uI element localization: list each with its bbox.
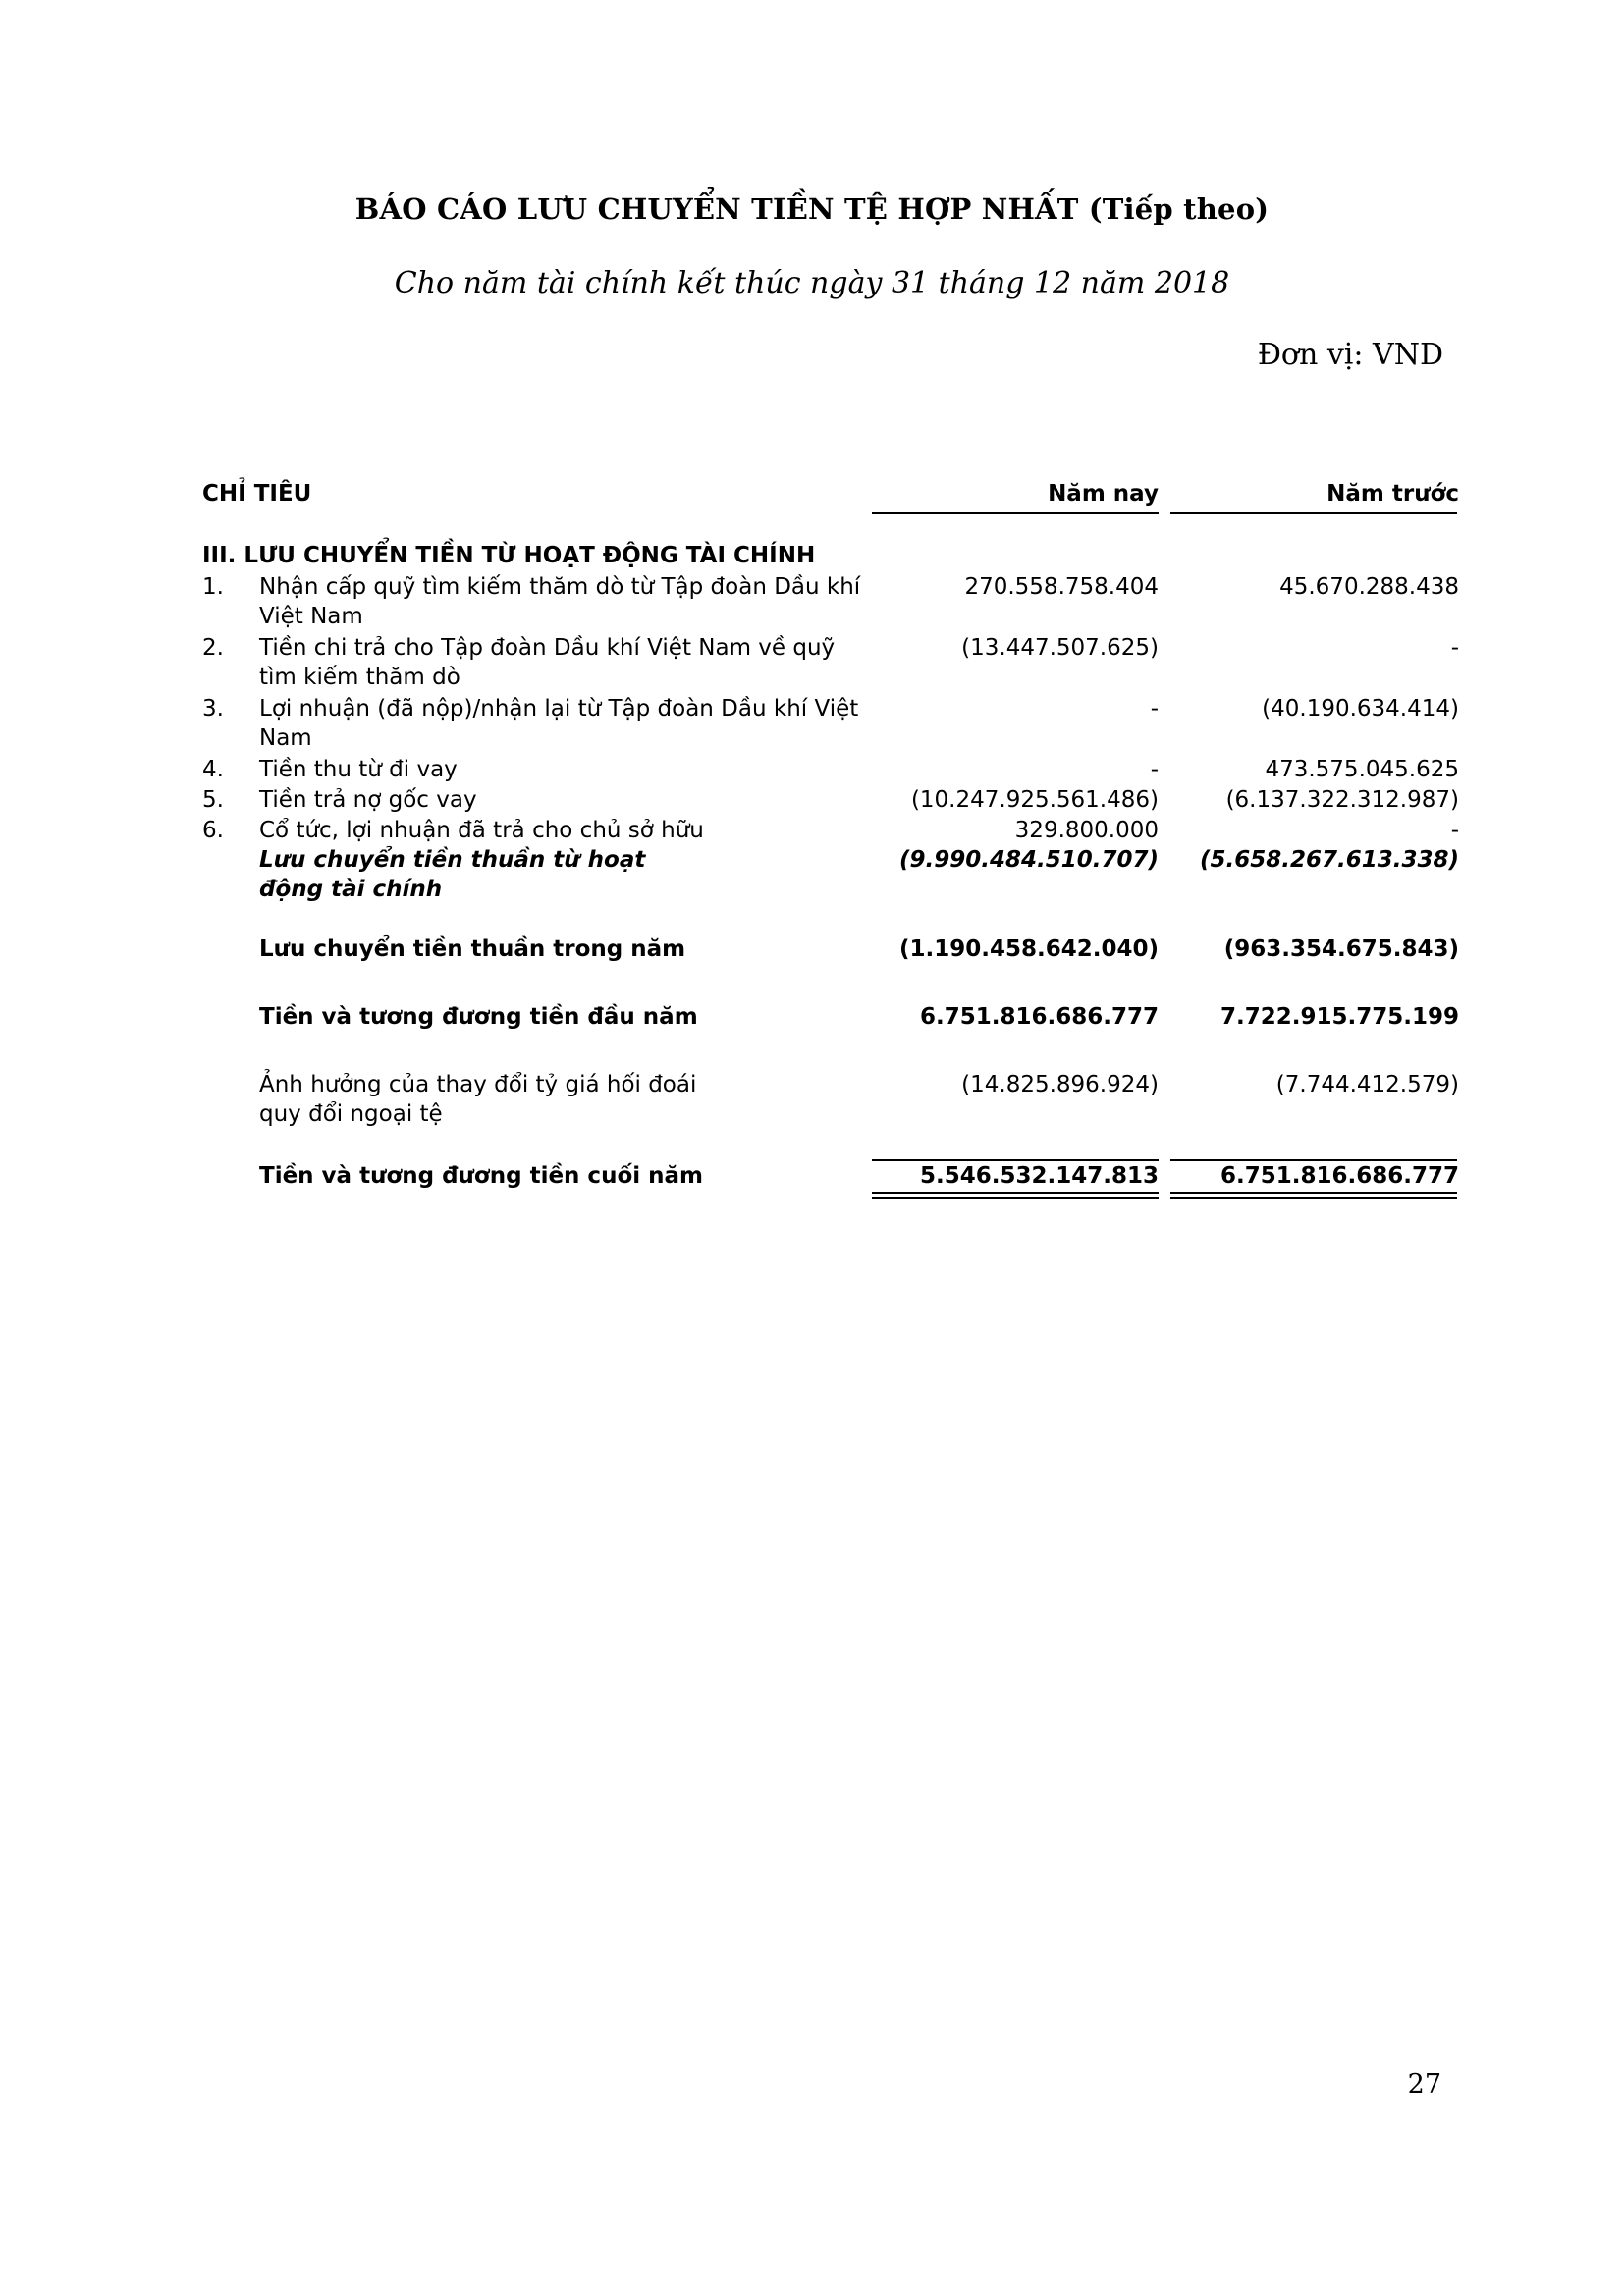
header-underline-previous	[1170, 512, 1457, 514]
row-value-current: (10.247.925.561.486)	[910, 787, 1159, 813]
report-title: BÁO CÁO LƯU CHUYỂN TIỀN TỆ HỢP NHẤT (Tiếp theo)	[354, 192, 1270, 226]
row-value-current: -	[1150, 696, 1159, 721]
row-label: Tiền chi trả cho Tập đoàn Dầu khí Việt Nam về quỹ tìm kiếm thăm dò	[259, 635, 836, 690]
row-value-current: -	[1150, 757, 1159, 782]
closing-balance-value-current: 5.546.532.147.813	[920, 1163, 1159, 1189]
row-label: Tiền trả nợ gốc vay	[259, 787, 477, 813]
row-label: Tiền thu từ đi vay	[259, 757, 458, 782]
column-header-previous-year: Năm trước	[1326, 481, 1459, 507]
row-label: Cổ tức, lợi nhuận đã trả cho chủ sở hữu	[259, 818, 704, 843]
opening-balance-label: Tiền và tương đương tiền đầu năm	[259, 1004, 698, 1030]
closing-balance-label: Tiền và tương đương tiền cuối năm	[259, 1163, 703, 1189]
opening-balance-value-current: 6.751.816.686.777	[920, 1004, 1159, 1030]
row-number: 6.	[202, 818, 224, 843]
row-value-previous: -	[1450, 818, 1459, 843]
row-number: 1.	[202, 574, 224, 600]
header-underline-current	[872, 512, 1159, 514]
row-value-current: 329.800.000	[1014, 818, 1159, 843]
subtotal-value-current: (9.990.484.510.707)	[898, 847, 1159, 873]
row-number: 2.	[202, 635, 224, 661]
row-number: 4.	[202, 757, 224, 782]
fx-effect-value-current: (14.825.896.924)	[961, 1072, 1159, 1097]
row-value-current: 270.558.758.404	[964, 574, 1159, 600]
row-label: Nhận cấp quỹ tìm kiếm thăm dò từ Tập đoàn Dầu khí Việt Nam	[259, 574, 861, 629]
closing-double-line-previous	[1170, 1192, 1457, 1199]
row-value-previous: -	[1450, 635, 1459, 661]
row-number: 3.	[202, 696, 224, 721]
row-value-current: (13.447.507.625)	[961, 635, 1159, 661]
row-value-previous: (6.137.322.312.987)	[1225, 787, 1459, 813]
row-label: Lợi nhuận (đã nộp)/nhận lại từ Tập đoàn Dầu khí Việt Nam	[259, 696, 859, 751]
currency-unit: Đơn vị: VND	[1257, 338, 1443, 372]
report-subtitle: Cho năm tài chính kết thúc ngày 31 tháng 12 năm 2018	[394, 266, 1230, 300]
subtotal-label: Lưu chuyển tiền thuần từ hoạt động tài chính	[259, 847, 646, 902]
net-flow-label: Lưu chuyển tiền thuần trong năm	[259, 936, 686, 962]
subtotal-value-previous: (5.658.267.613.338)	[1199, 847, 1459, 873]
fx-effect-value-previous: (7.744.412.579)	[1275, 1072, 1459, 1097]
page-number: 27	[1407, 2069, 1441, 2100]
column-header-current-year: Năm nay	[1048, 481, 1159, 507]
closing-double-line-current	[872, 1192, 1159, 1199]
net-flow-value-current: (1.190.458.642.040)	[898, 936, 1159, 962]
net-flow-value-previous: (963.354.675.843)	[1223, 936, 1459, 962]
opening-balance-value-previous: 7.722.915.775.199	[1220, 1004, 1459, 1030]
column-header-label: CHỈ TIÊU	[202, 481, 312, 507]
row-value-previous: 473.575.045.625	[1265, 757, 1459, 782]
row-value-previous: (40.190.634.414)	[1262, 696, 1459, 721]
row-number: 5.	[202, 787, 224, 813]
row-value-previous: 45.670.288.438	[1279, 574, 1459, 600]
section-heading: III. LƯU CHUYỂN TIỀN TỪ HOẠT ĐỘNG TÀI CHÍNH	[202, 543, 816, 568]
closing-balance-value-previous: 6.751.816.686.777	[1220, 1163, 1459, 1189]
fx-effect-label: Ảnh hưởng của thay đổi tỷ giá hối đoái quy đổi ngoại tệ	[259, 1072, 697, 1127]
